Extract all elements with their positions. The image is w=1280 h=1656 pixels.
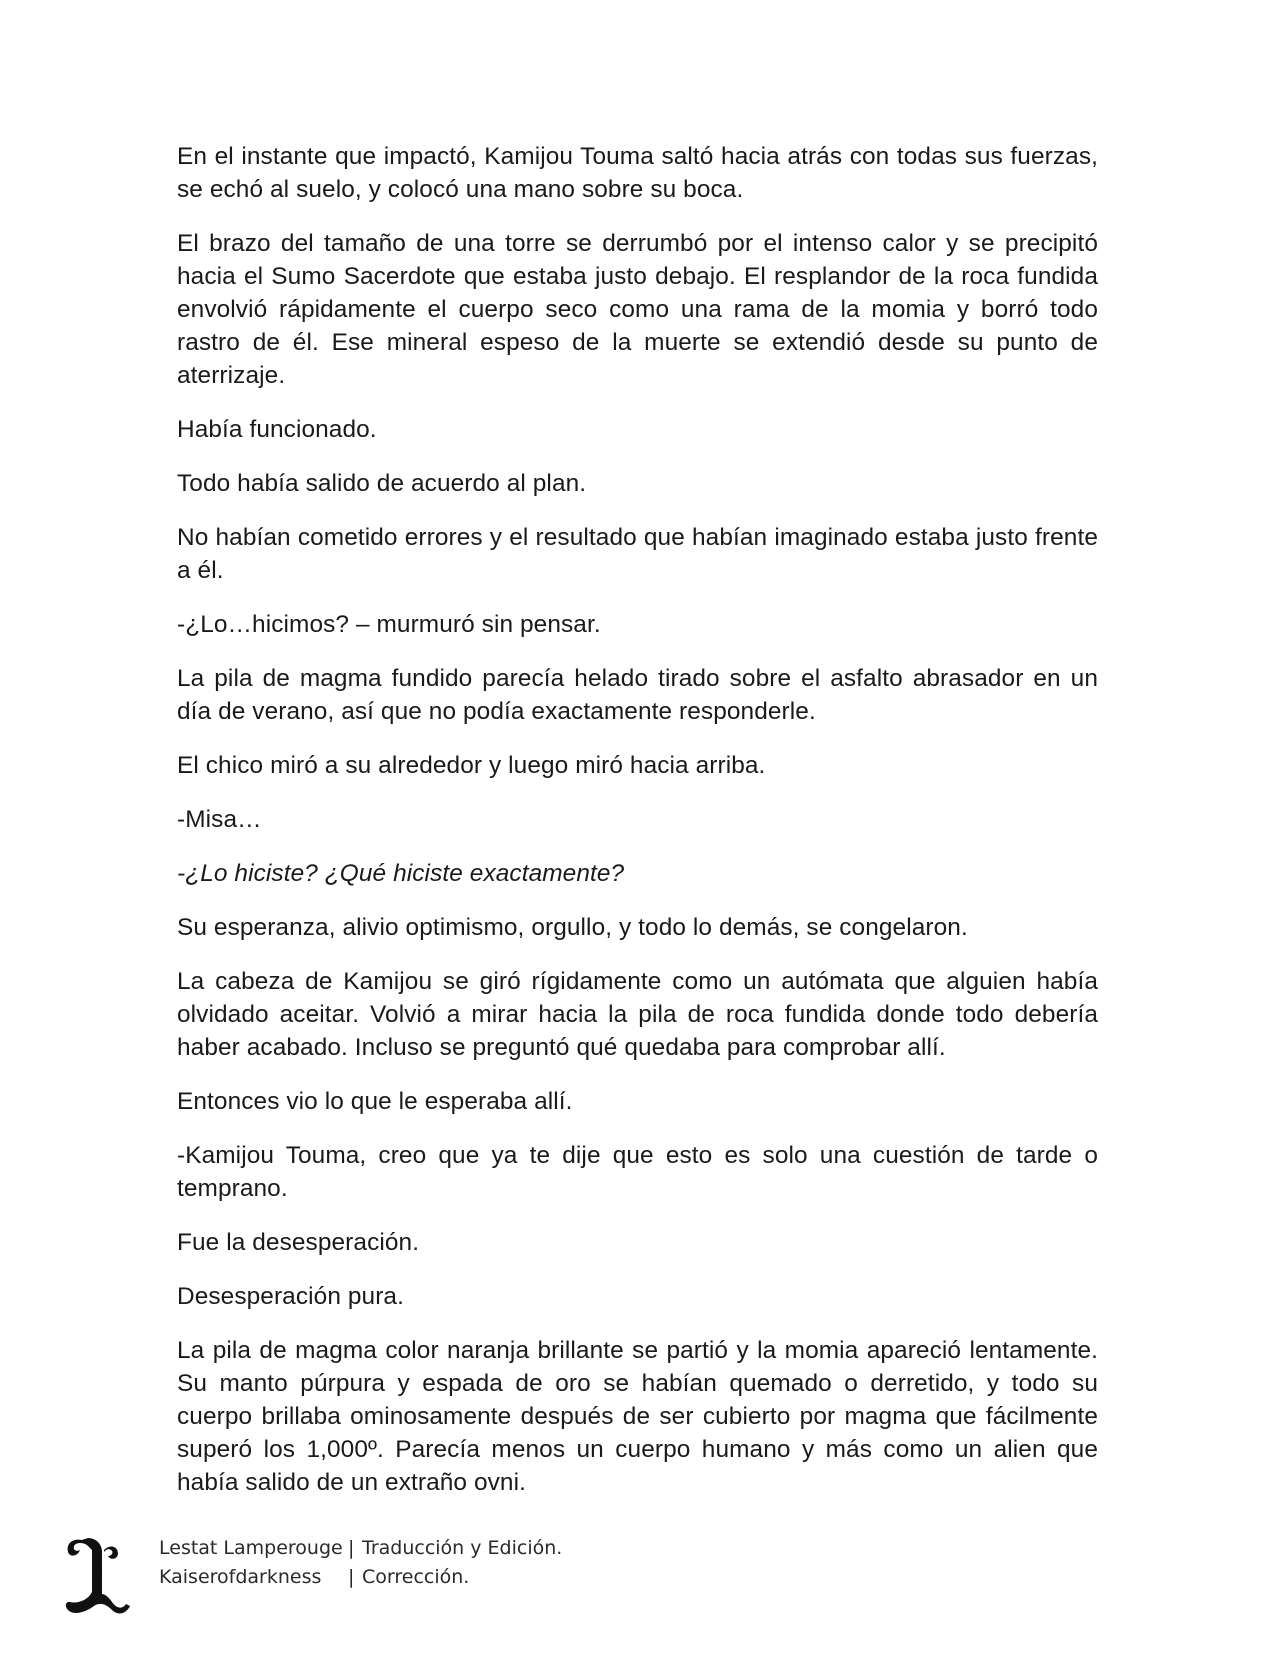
paragraph: Todo había salido de acuerdo al plan. [177,470,587,497]
credit-separator: | [348,1566,355,1588]
credit-separator: | [348,1537,355,1559]
paragraph: Su esperanza, alivio optimismo, orgullo, y todo lo demás, se congelaron. [177,914,968,941]
paragraph: No habían cometido errores y el resultado que habían imaginado estaba justo frente a él. [177,524,1098,584]
paragraph: En el instante que impactó, Kamijou Touma saltó hacia atrás con todas sus fuerzas, se echó al suelo, y colocó una mano sobre su boca. [177,143,1098,203]
paragraph: El chico miró a su alrededor y luego miró hacia arriba. [177,752,766,779]
credit-name: Kaiserofdarkness [159,1566,322,1588]
paragraph: Entonces vio lo que le esperaba allí. [177,1088,573,1115]
italic-dialogue-line: -¿Lo hiciste? ¿Qué hiciste exactamente? [177,860,625,887]
paragraph: Desesperación pura. [177,1283,404,1310]
body-text [177,140,1098,1520]
dialogue-line: -Kamijou Touma, creo que ya te dije que esto es solo una cuestión de tarde o temprano. [177,1142,1098,1202]
credit-role: Corrección. [362,1566,470,1588]
paragraph: Había funcionado. [177,416,377,443]
paragraph: El brazo del tamaño de una torre se derrumbó por el intenso calor y se precipitó hacia el Sumo Sacerdote que estaba justo debajo. El resplandor de la roca fundida envolvió rápidamente el cuerpo seco como una rama de la momia y borró todo rastro de él. Ese mineral espeso de la muerte se extendió desde su punto de aterrizaje. [177,230,1098,389]
gothic-l-logo [62,1530,132,1620]
credit-name: Lestat Lamperouge [159,1537,343,1559]
page-footer [62,1530,762,1620]
credit-line [159,1534,562,1563]
dialogue-line: -Misa… [177,806,262,833]
paragraph: Fue la desesperación. [177,1229,420,1256]
paragraph: La cabeza de Kamijou se giró rígidamente como un autómata que alguien había olvidado aceitar. Volvió a mirar hacia la pila de roca fundida donde todo debería haber acabado. Incluso se preguntó qué quedaba para comprobar allí. [177,968,1098,1061]
credit-line [159,1563,562,1592]
credit-role: Traducción y Edición. [362,1537,563,1559]
dialogue-line: -¿Lo…hicimos? – murmuró sin pensar. [177,611,601,638]
paragraph: La pila de magma fundido parecía helado tirado sobre el asfalto abrasador en un día de verano, así que no podía exactamente responderle. [177,665,1098,725]
credits [159,1534,562,1592]
paragraph: La pila de magma color naranja brillante se partió y la momia apareció lentamente. Su manto púrpura y espada de oro se habían quemado o derretido, y todo su cuerpo brillaba ominosamente después de ser cubierto por magma que fácilmente superó los 1,000º. Parecía menos un cuerpo humano y más como un alien que había salido de un extraño ovni. [177,1337,1098,1496]
